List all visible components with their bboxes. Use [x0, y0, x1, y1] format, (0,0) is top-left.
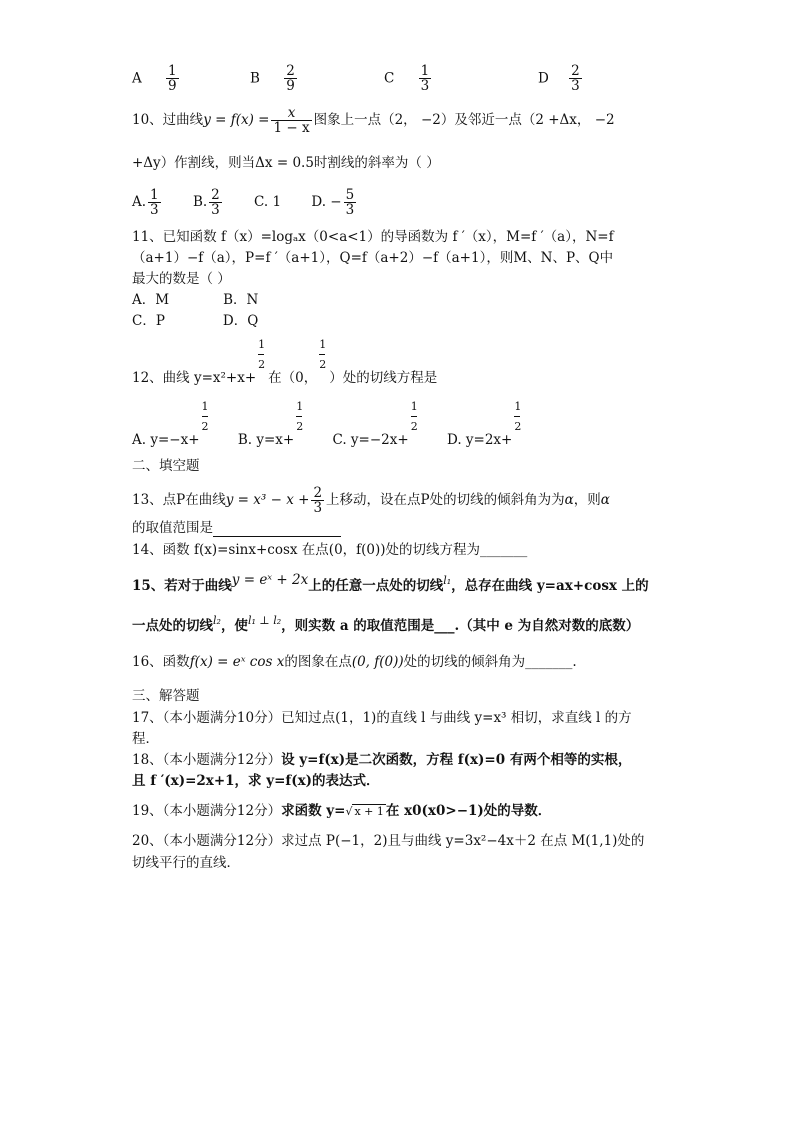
- q18-line1: 18、（本小题满分12分）设 y=f(x)是二次函数，方程 f(x)=0 有两个相等的实根，: [132, 752, 632, 768]
- q11-line2: （a+1）−f（a），P=f ′（a+1），Q=f（a+2）−f（a+1），则M、N、P、Q中: [132, 250, 614, 266]
- section-answer-heading: 三、解答题: [132, 688, 200, 704]
- q10-option-a: A. $\frac{1}{3}$: [132, 187, 159, 219]
- q9-option-c: C $\frac{1}{3}$: [384, 63, 430, 95]
- q19-line: 19、（本小题满分12分）求函数 y=√ x + 1 在 x0(x0>−1)处的导数．: [132, 803, 552, 819]
- q13-line1: 13、点P在曲线y = x³ − x + $\frac{2}{3}$ 上移动，设在点P处的切线的倾斜角为为α，则α: [132, 485, 610, 517]
- q20-line2: 切线平行的直线．: [132, 855, 240, 871]
- q11-line1: 11、已知函数 f（x）=logₐx（0<a<1）的导函数为 f ′（x），M=f ′（a），N=f: [132, 229, 614, 245]
- q10-option-c: C. 1: [254, 194, 282, 211]
- q15-line1: 15、若对于曲线y = eˣ + 2x上的任意一点处的切线$^{l_1}$，总存在曲线 y=ax+cosx 上的: [132, 572, 649, 594]
- sqrt-symbol: √: [345, 805, 353, 818]
- q17-line2: 程．: [132, 731, 159, 747]
- q12-options: [132, 400, 524, 448]
- q12-option-b: B. y=x+ $\frac{1}{2}$: [237, 400, 304, 448]
- q11-options-row1: A．M B．N: [132, 292, 259, 308]
- q13-line2: 的取值范围是: [132, 520, 341, 537]
- q15-line2: 一点处的切线$^{l_2}$，使$^{l_1 \perp l_2}$，则实数 a 的取值范围是___.（其中 e 为自然对数的底数）: [132, 614, 640, 634]
- q20-line1: 20、（本小题满分12分）求过点 P(−1，2)且与曲线 y=3x²−4x＋2 在点 M(1,1)处的: [132, 833, 645, 849]
- q10-option-b: B. $\frac{2}{3}$: [192, 187, 220, 219]
- q17-line1: 17、（本小题满分10分）已知过点(1，1)的直线 l 与曲线 y=x³ 相切，求直线 l 的方: [132, 710, 632, 726]
- q9-option-b: B $\frac{2}{9}$: [250, 63, 295, 95]
- q14-line: 14、函数 f(x)=sinx+cosx 在点(0，f(0))处的切线方程为_______: [132, 542, 528, 558]
- q12-option-a: A. y=−x+ $\frac{1}{2}$: [132, 400, 209, 448]
- q13-answer-blank[interactable]: [213, 520, 341, 537]
- q18-line2: 且 f ′(x)=2x+1，求 y=f(x)的表达式．: [132, 773, 380, 789]
- q9-option-a: A $\frac{1}{9}$: [132, 63, 177, 95]
- q12-option-c: C. y=−2x+ $\frac{1}{2}$: [332, 400, 418, 448]
- q10-options: [132, 188, 358, 217]
- q10-option-d: D. − $\frac{5}{3}$: [311, 187, 355, 219]
- q12-option-d: D. y=2x+ $\frac{1}{2}$: [446, 400, 522, 448]
- q12-line: 12、曲线 y=x²+x+ $\frac{1}{2}$ 在（0， $\frac{1}{2}$ ）处的切线方程是: [132, 338, 438, 386]
- q11-line3: 最大的数是（ ）: [132, 271, 231, 287]
- q10-line1: 10、过曲线y = f(x) = $\frac{x}{1 - x}$ 图象上一点（2， −2）及邻近一点（2 +Δx， −2: [132, 105, 615, 137]
- q16-line: 16、函数f(x) = eˣ cos x的图象在点(0, f(0))处的切线的倾斜角为_______.: [132, 654, 577, 670]
- q10-line2: +Δy）作割线，则当Δx = 0.5时割线的斜率为（ ）: [132, 155, 440, 171]
- q11-options-row2: C．P D．Q: [132, 313, 259, 329]
- q9-option-d: D $\frac{2}{3}$: [538, 63, 580, 95]
- section-fill-in-heading: 二、填空题: [132, 458, 200, 474]
